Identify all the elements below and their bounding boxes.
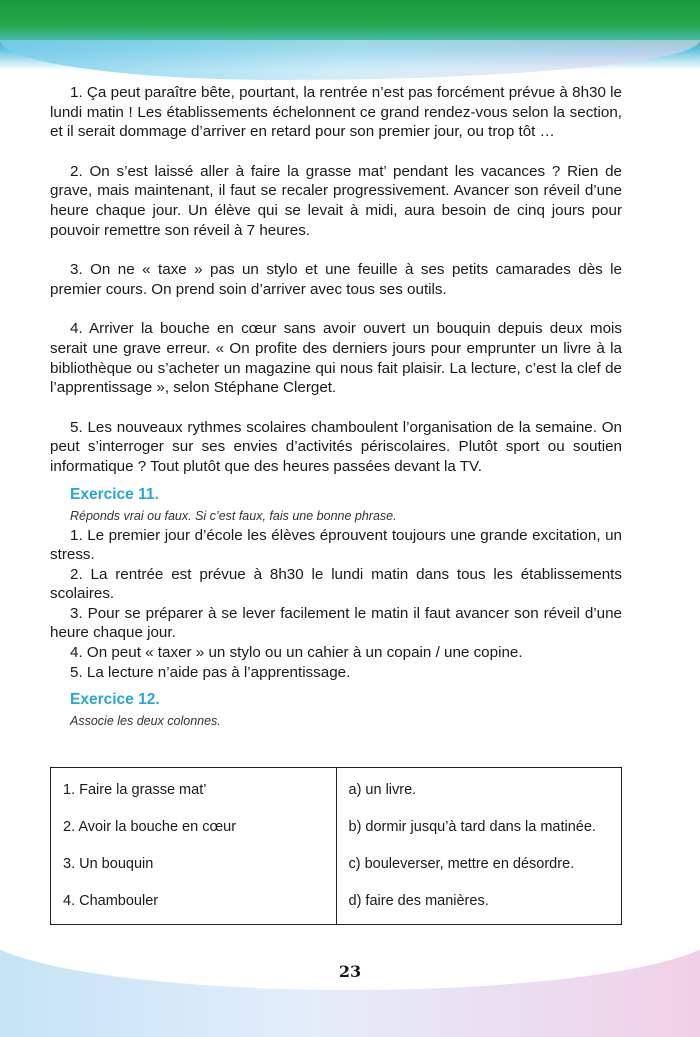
exercise-11-item: 3. Pour se préparer à se lever facilement le matin il faut avancer son réveil d’une heure chaque jour.: [50, 604, 622, 642]
paragraph-2: 2. On s’est laissé aller à faire la grasse mat’ pendant les vacances ? Rien de grave, mais maintenant, il faut se recaler progressivement. Avancer son réveil d’une heure chaque jour. Un élève qui se levait à midi, aura besoin de cinq jours pour pouvoir remettre son réveil à 7 heures.: [50, 162, 622, 239]
exercise-11-title: Exercice 11.: [70, 485, 159, 503]
page-number: 23: [338, 962, 362, 981]
exercise-11-item: 4. On peut « taxer » un stylo ou un cahier à un copain / une copine.: [70, 644, 523, 662]
paragraph-4: 4. Arriver la bouche en cœur sans avoir ouvert un bouquin depuis deux mois serait une grave erreur. « On profite des derniers jours pour emprunter un livre à la bibliothèque ou s’acheter un magazine qui nous fait plaisir. La lecture, c’est la clef de l’apprentissage », selon Stéphane Clerget.: [50, 320, 622, 397]
exercise-11-item: 5. La lecture n’aide pas à l’apprentissage.: [70, 663, 351, 681]
table-row: [51, 809, 622, 846]
right-column-cell: d) faire des manières.: [348, 893, 489, 909]
top-decorative-wave: [0, 40, 700, 80]
right-column-cell: c) bouleverser, mettre en désordre.: [348, 856, 575, 872]
left-column-cell: 4. Chambouler: [51, 883, 337, 925]
table-row: [51, 883, 622, 925]
right-column-cell: b) dormir jusqu’à tard dans la matinée.: [348, 819, 596, 835]
exercise-11-item: 1. Le premier jour d’école les élèves éprouvent toujours une grande excitation, un stress.: [50, 526, 622, 564]
left-column-cell: 1. Faire la grasse mat’: [51, 768, 337, 810]
right-column-cell: a) un livre.: [348, 782, 417, 798]
association-table: [50, 767, 622, 925]
left-column-cell: 3. Un bouquin: [51, 846, 337, 883]
paragraph-1: 1. Ça peut paraître bête, pourtant, la rentrée n’est pas forcément prévue à 8h30 le lundi matin ! Les établissements échelonnent ce grand rendez-vous selon la section, et il serait dommage d’arriver en retard pour son premier jour, ou trop tôt …: [50, 84, 622, 141]
table-row: [51, 846, 622, 883]
exercise-11-instruction: Réponds vrai ou faux. Si c’est faux, fais une bonne phrase.: [70, 508, 397, 523]
page-content: [50, 83, 622, 731]
exercise-12-instruction: Associe les deux colonnes.: [70, 714, 221, 729]
paragraph-3: 3. On ne « taxe » pas un stylo et une feuille à ses petits camarades dès le premier cours. On prend soin d’arriver avec tous ses outils.: [50, 261, 622, 298]
exercise-12-title: Exercice 12.: [70, 691, 160, 709]
table-row: [51, 768, 622, 810]
exercise-11-item: 2. La rentrée est prévue à 8h30 le lundi matin dans tous les établissements scolaires.: [50, 565, 622, 603]
left-column-cell: 2. Avoir la bouche en cœur: [51, 809, 337, 846]
paragraph-5: 5. Les nouveaux rythmes scolaires chamboulent l’organisation de la semaine. On peut s’interroger sur ses envies d’activités périscolaires. Plutôt sport ou soutien informatique ? Tout plutôt que des heures passées devant la TV.: [50, 418, 622, 475]
